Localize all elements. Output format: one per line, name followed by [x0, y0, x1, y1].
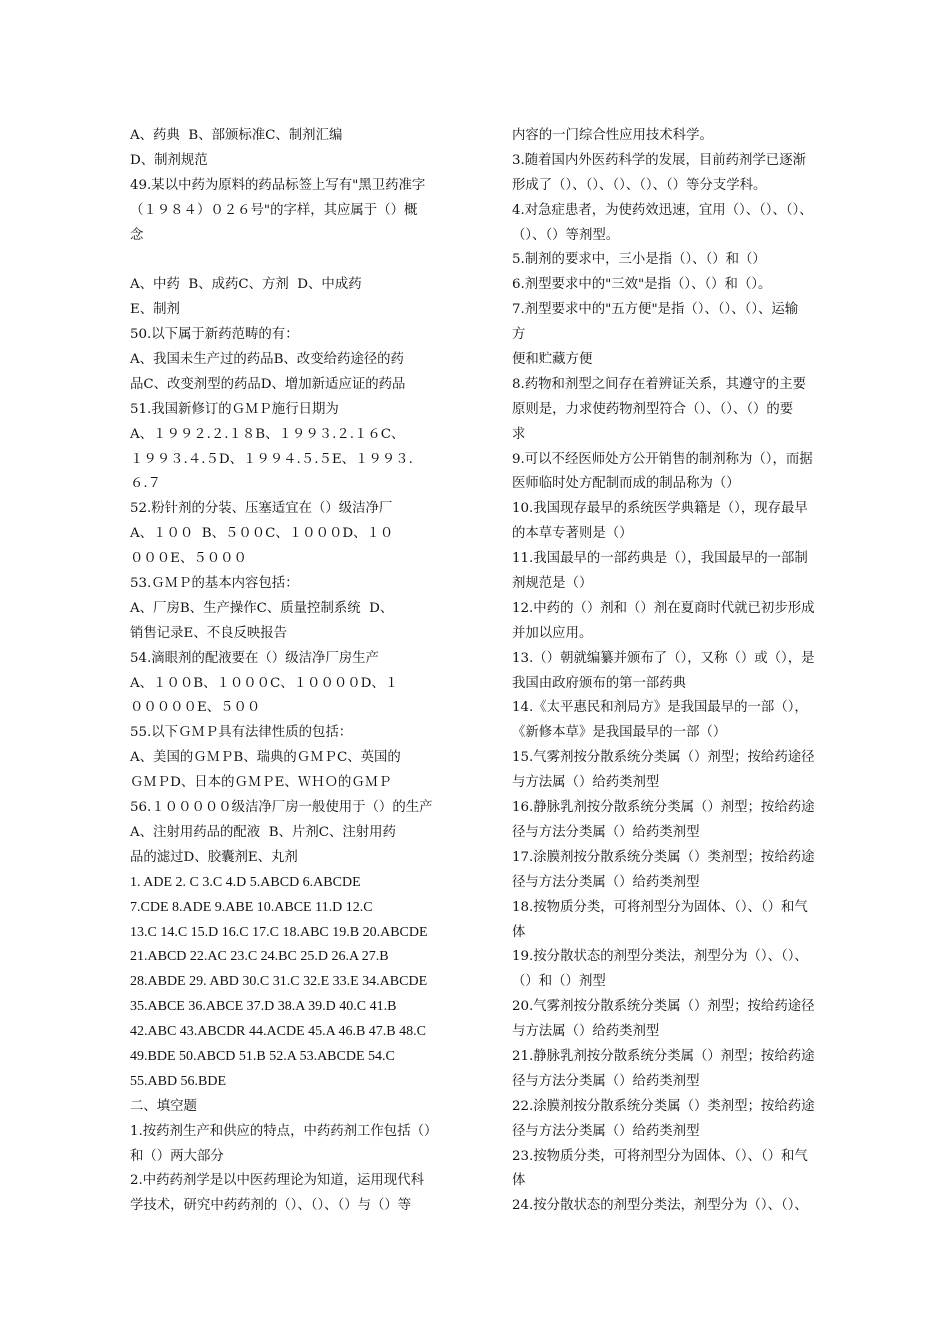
left-text-line: 42.ABC 43.ABCDR 44.ACDE 45.A 46.B 47.B 48.C — [130, 1024, 426, 1040]
right-text-line: 《新修本草》是我国最早的一部（） — [512, 725, 727, 741]
right-text-line: 23.按物质分类，可将剂型分为固体、（）、（）和气 — [512, 1148, 808, 1164]
right-text-line: 方 — [512, 327, 526, 343]
left-text-line: 13.C 14.C 15.D 16.C 17.C 18.ABC 19.B 20.ABCDE — [130, 924, 428, 940]
left-text-line: 念 — [130, 227, 144, 243]
right-text-line: 便和贮藏方便 — [512, 352, 593, 368]
left-text-line: A、１００B、１０００C、１００００D、１ — [130, 675, 399, 691]
left-text-line: E、制剂 — [130, 302, 180, 318]
right-text-line: 21.静脉乳剂按分散系统分类属（）剂型；按给药途 — [512, 1048, 815, 1064]
left-text-line: 二、填空题 — [130, 1098, 197, 1114]
right-text-line: 19.按分散状态的剂型分类法，剂型分为（）、（）、 — [512, 949, 808, 965]
right-text-line: 剂规范是（） — [512, 576, 593, 592]
left-text-line: 53.ＧＭＰ的基本内容包括： — [130, 576, 299, 592]
left-text-line: 56.１０００００级洁净厂房一般使用于（）的生产 — [130, 800, 433, 816]
right-column — [512, 124, 877, 1219]
left-text-line: 35.ABCE 36.ABCE 37.D 38.A 39.D 40.C 41.B — [130, 999, 397, 1015]
right-text-line: 体 — [512, 1173, 526, 1189]
left-text-line: ６.７ — [130, 476, 162, 492]
right-text-line: 形成了（）、（）、（）、（）、（）等分支学科。 — [512, 177, 767, 193]
right-text-line: 14.《太平惠民和剂局方》是我国最早的一部（）， — [512, 700, 808, 716]
right-text-line: 22.涂膜剂按分散系统分类属（）类剂型；按给药途 — [512, 1098, 815, 1114]
right-text-line: 内容的一门综合性应用技术科学。 — [512, 128, 713, 143]
left-text-line: １９９３.４.５D、１９９４.５.５E、１９９３. — [130, 451, 413, 467]
right-text-line: 径与方法分类属（）给药类剂型 — [512, 824, 700, 840]
left-text-line: 55.ABD 56.BDE — [130, 1073, 227, 1089]
left-text-line: 2.中药药剂学是以中医药理论为知道，运用现代科 — [130, 1173, 424, 1189]
left-text-line: 1.按药剂生产和供应的特点，中药药剂工作包括（） — [130, 1123, 438, 1139]
left-text-line: D、制剂规范 — [130, 152, 208, 168]
left-text-line: ０００００E、５００ — [130, 700, 261, 716]
left-text-line: 50.以下属于新药范畴的有： — [130, 327, 299, 343]
left-text-line: A、１００ B、５００C、１０００D、１０ — [130, 526, 394, 542]
left-text-line: A、药典 B、部颁标准C、制剂汇编 — [130, 128, 343, 143]
left-text-line: 51.我国新修订的ＧＭＰ施行日期为 — [130, 401, 339, 417]
left-text-line: 49.某以中药为原料的药品标签上写有"黑卫药准字 — [130, 177, 426, 193]
right-text-line: 求 — [512, 426, 526, 442]
left-text-line: 49.BDE 50.ABCD 51.B 52.A 53.ABCDE 54.C — [130, 1048, 395, 1064]
right-text-line: 我国由政府颁布的第一部药典 — [512, 675, 687, 691]
left-text-line: A、美国的ＧＭＰB、瑞典的ＧＭＰC、英国的 — [130, 750, 401, 766]
left-text-line: A、注射用药品的配液 B、片剂C、注射用药 — [130, 824, 396, 840]
right-text-line: 7.剂型要求中的"五方便"是指（）、（）、（）、运输 — [512, 302, 799, 318]
left-text-line: 销售记录E、不良反映报告 — [130, 625, 288, 641]
right-text-line: 10.我国现存最早的系统医学典籍是（），现存最早 — [512, 501, 808, 517]
right-text-line: 24.按分散状态的剂型分类法，剂型分为（）、（）、 — [512, 1198, 808, 1214]
right-text-line: 3.随着国内外医药科学的发展，目前药剂学已逐渐 — [512, 152, 806, 168]
right-text-line: 9.可以不经医师处方公开销售的制剂称为（），而据 — [512, 451, 813, 467]
right-text-line: （）和（）剂型 — [512, 974, 606, 990]
left-text-line: ＧＭＰD、日本的ＧＭＰE、ＷＨＯ的ＧＭＰ — [130, 775, 392, 791]
right-text-line: 16.静脉乳剂按分散系统分类属（）剂型；按给药途 — [512, 800, 815, 816]
left-text-line: 品的滤过D、胶囊剂E、丸剂 — [130, 849, 298, 865]
right-text-line: 径与方法分类属（）给药类剂型 — [512, 1123, 700, 1139]
left-column — [130, 124, 465, 1219]
right-text-line: 20.气雾剂按分散系统分类属（）剂型；按给药途径 — [512, 999, 815, 1015]
left-text-line: A、厂房B、生产操作C、质量控制系统 D、 — [130, 600, 394, 616]
right-text-line: 原则是，力求使药物剂型符合（）、（）、（）的要 — [512, 401, 794, 417]
left-text-line: ０００E、５０００ — [130, 551, 247, 567]
right-text-line: 17.涂膜剂按分散系统分类属（）类剂型；按给药途 — [512, 849, 815, 865]
right-text-line: 体 — [512, 924, 526, 940]
right-text-line: 6.剂型要求中的"三效"是指（）、（）和（）。 — [512, 277, 772, 293]
left-text-line: （１９８４）０２６号"的字样，其应属于（）概 — [130, 202, 418, 218]
right-text-line: 15.气雾剂按分散系统分类属（）剂型；按给药途径 — [512, 750, 815, 766]
right-text-line: 8.药物和剂型之间存在着辨证关系，其遵守的主要 — [512, 376, 806, 392]
left-text-line: A、我国未生产过的药品B、改变给药途径的药 — [130, 352, 404, 368]
right-text-line: 5.制剂的要求中，三小是指（）、（）和（） — [512, 252, 766, 268]
right-text-line: （）、（）等剂型。 — [512, 227, 620, 243]
left-text-line: 55.以下ＧＭＰ具有法律性质的包括： — [130, 725, 353, 741]
left-text-line: 品C、改变剂型的药品D、增加新适应证的药品 — [130, 376, 406, 392]
right-text-line: 径与方法分类属（）给药类剂型 — [512, 1073, 700, 1089]
left-text-line: A、中药 B、成药C、方剂 D、中成药 — [130, 277, 362, 293]
left-text-line: 和（）两大部分 — [130, 1148, 224, 1164]
left-text-line: 54.滴眼剂的配液要在（）级洁净厂房生产 — [130, 650, 379, 666]
left-text-line: 7.CDE 8.ADE 9.ABE 10.ABCE 11.D 12.C — [130, 899, 373, 915]
right-text-line: 12.中药的（）剂和（）剂在夏商时代就已初步形成 — [512, 600, 815, 616]
right-text-line: 并加以应用。 — [512, 625, 593, 641]
right-text-line: 与方法属（）给药类剂型 — [512, 775, 660, 791]
left-text-line: 21.ABCD 22.AC 23.C 24.BC 25.D 26.A 27.B — [130, 949, 389, 965]
left-text-line: 52.粉针剂的分装、压塞适宜在（）级洁净厂 — [130, 501, 393, 517]
right-text-line: 与方法属（）给药类剂型 — [512, 1024, 660, 1040]
right-text-line: 径与方法分类属（）给药类剂型 — [512, 874, 700, 890]
left-text-line: A、１９９２.２.１８B、１９９３.２.１６C、 — [130, 426, 405, 442]
left-text-line — [130, 248, 465, 273]
left-text-line: 28.ABDE 29. ABD 30.C 31.C 32.E 33.E 34.ABCDE — [130, 974, 428, 990]
left-text-line: 1. ADE 2. C 3.C 4.D 5.ABCD 6.ABCDE — [130, 874, 361, 890]
right-text-line: 医师临时处方配制而成的制品称为（） — [512, 476, 740, 492]
left-text-line: 学技术，研究中药药剂的（）、（）、（）与（）等 — [130, 1198, 412, 1214]
right-text-line: 13.（）朝就编纂并颁布了（），又称（）或（），是 — [512, 650, 815, 666]
right-text-line: 的本草专著则是（） — [512, 526, 633, 542]
right-text-line: 11.我国最早的一部药典是（），我国最早的一部制 — [512, 551, 808, 567]
right-text-line: 18.按物质分类，可将剂型分为固体、（）、（）和气 — [512, 899, 808, 915]
right-text-line: 4.对急症患者，为使药效迅速，宜用（）、（）、（）、 — [512, 202, 813, 218]
